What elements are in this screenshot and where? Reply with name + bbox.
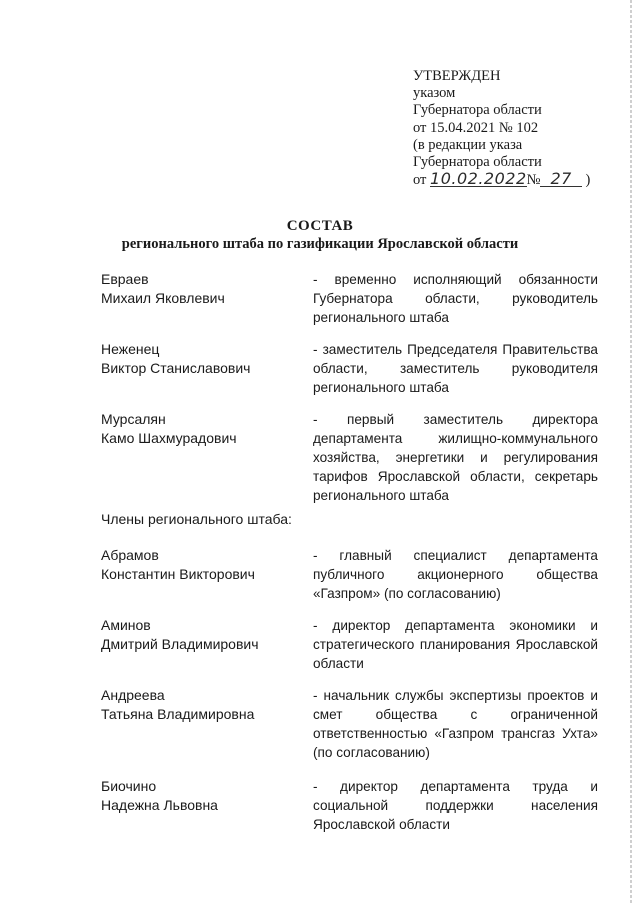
person-name xyxy=(101,410,296,448)
person-given-name: Виктор Станиславович xyxy=(101,360,251,376)
approval-revision-date xyxy=(413,171,623,189)
person-name xyxy=(101,340,296,378)
person-role: - директор департамента труда и социальной поддержки населения Ярославской области xyxy=(313,779,598,832)
person-surname: Евраев xyxy=(101,271,149,287)
person-name xyxy=(101,686,296,724)
person-given-name: Дмитрий Владимирович xyxy=(101,636,259,652)
person-name xyxy=(101,270,296,308)
approval-revision-prefix: от xyxy=(413,172,427,189)
person-role: - главный специалист департамента публичного акционерного общества «Газпром» (по согласованию) xyxy=(313,548,598,601)
person-role: - первый заместитель директора департамента жилищно-коммунального хозяйства, энергетики и регулирования тарифов Ярославской области, секретарь регионального штаба xyxy=(313,412,598,503)
person-surname: Аминов xyxy=(101,617,151,633)
person-surname: Неженец xyxy=(101,341,160,357)
document-subtitle: регионального штаба по газификации Ярославской области xyxy=(121,236,519,252)
person-role: - заместитель Председателя Правительства области, заместитель руководителя регионального штаба xyxy=(313,342,598,395)
person-name xyxy=(101,616,296,654)
approval-decree: указом xyxy=(413,85,456,102)
person-given-name: Татьяна Владимировна xyxy=(101,706,255,722)
approval-governor: Губернатора области xyxy=(413,102,542,119)
person-surname: Абрамов xyxy=(101,547,159,563)
approval-stamp xyxy=(413,68,623,189)
handwritten-date: 10.02.2022 xyxy=(430,169,527,189)
person-name xyxy=(101,546,296,584)
number-sign: № xyxy=(526,172,541,189)
person-surname: Мурсалян xyxy=(101,411,166,427)
person-name xyxy=(101,777,296,815)
person-given-name: Надежна Львовна xyxy=(101,797,218,813)
person-given-name: Михаил Яковлевич xyxy=(101,290,225,306)
person-given-name: Константин Викторович xyxy=(101,566,255,582)
person-role: - начальник службы экспертизы проектов и смет общества с ограниченной ответственностью «Газпром трансгаз Ухта» (по согласованию) xyxy=(313,688,598,760)
document-title: СОСТАВ xyxy=(286,218,354,234)
approval-revision: (в редакции указа xyxy=(413,136,523,153)
person-role: - директор департамента экономики и стратегического планирования Ярославской области xyxy=(313,618,598,671)
person-surname: Биочино xyxy=(101,778,157,794)
scan-edge xyxy=(630,0,632,905)
person-surname: Андреева xyxy=(101,687,165,703)
approval-revision-governor: Губернатора области xyxy=(413,154,542,171)
person-role: - временно исполняющий обязанности Губернатора области, руководитель регионального штаба xyxy=(313,272,598,325)
person-given-name: Камо Шахмурадович xyxy=(101,430,237,446)
members-label: Члены регионального штаба: xyxy=(101,511,292,527)
approval-heading: УТВЕРЖДЕН xyxy=(413,68,501,84)
handwritten-number: 27 xyxy=(540,171,581,187)
approval-revision-suffix: ) xyxy=(585,172,591,189)
approval-date: от 15.04.2021 № 102 xyxy=(413,119,539,136)
